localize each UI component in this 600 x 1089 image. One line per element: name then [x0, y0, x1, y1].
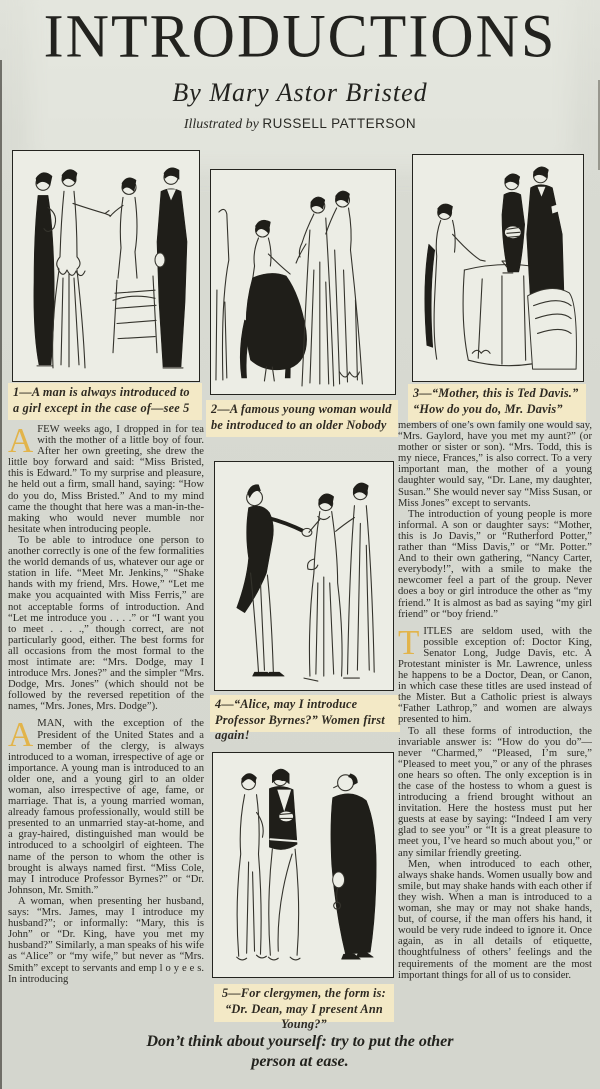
paragraph: AMAN, with the exception of the President of the United States and a member of the clergy, is always introduced to a woman, irrespective of age or importance. A young man is introduced to an older one, and a young girl to an older woman, also irrespective of age, fame, or marriage. That is, a young married woman, already famous professionally, would still be presented to an unmarried stay-at-home, and a gray-haired, distinguished man would be introduced to a schoolgirl of eighteen. The name of the person to whom the other is brought is always named first. “Miss Cole, may I introduce Professor Byrnes?” or “Dr. Johnson, Mr. Smith.” — [8, 715, 204, 896]
caption-4: 4—“Alice, may I introduce Professor Byrnes?” Women first again! — [210, 695, 400, 732]
paragraph: members of one’s own family one would say, “Mrs. Gaylord, have you met my aunt?” (or mother or sister or son). “Mrs. Todd, this is my niece, Frances,” is also correct. To a very important man, the mother of a young daughter would say, “Dr. Lane, my daughter, Susan.” She would never say “Miss Susan, or Miss Jones” except to servants. — [398, 420, 592, 509]
dropcap-a1: A — [8, 424, 34, 460]
caption-3: 3—“Mother, this is Ted Davis.” “How do you do, Mr. Davis” — [408, 384, 586, 422]
illustration-5 — [212, 752, 394, 978]
caption-1: 1—A man is always introduced to a girl except in the case of—see 5 — [8, 383, 202, 420]
body-column-right — [398, 420, 592, 1062]
tagline: Don’t think about yourself: try to put the other person at ease. — [146, 1033, 454, 1070]
caption-5: 5—For clergymen, the form is: “Dr. Dean, may I present Ann Young?” — [214, 984, 394, 1022]
paragraph: Men, when introduced to each other, always shake hands. Women usually bow and smile, but may shake hands with each other if they wish. When a man is introduced to a woman, she may or may not shake hands, but, of course, if the man offers his hand, it would be very rude indeed to ignore it. Once again, as in all details of etiquette, thoughtfulness of others’ feelings and the requirements of the moment are the most important things for all of us to consider. — [398, 858, 592, 981]
illustration-2 — [210, 169, 396, 395]
illustration-3 — [412, 154, 584, 382]
dropcap-a2: A — [8, 715, 34, 755]
paragraph: TITLES are seldom used, with the possible exception of: Doctor King, Senator Long, Judge Davis, etc. A Protestant minister is Mr. Lawrence, unless he happens to be a Doctor, Dean, or Canon, in which case these titles are used instead of the Mister. But a Catholic priest is always “Father Lathrop,” and women are always presented to him. — [398, 622, 592, 726]
illustration-1 — [12, 150, 200, 382]
illustration-2-drawing — [211, 170, 395, 394]
paragraph: A woman, when presenting her husband, says: “Mrs. James, may I introduce my husband?”; or informally: “Mary, this is John” or “Dr. King, have you met my husband?” Similarly, a man speaks of his wife as “Alice” or “my wife,” but never as “Mrs. Smith” except to servants and emp l o y e e s. In introducing — [8, 895, 204, 985]
illustrator-name: RUSSELL PATTERSON — [262, 116, 417, 131]
caption-2: 2—A famous young woman would be introduced to an older Nobody — [206, 400, 398, 437]
illustration-5-drawing — [213, 753, 393, 977]
page-left-edge — [0, 60, 2, 1089]
illustration-3-drawing — [413, 155, 583, 381]
illustration-4 — [214, 461, 394, 691]
paragraph: To be able to introduce one person to another correctly is one of the few formalities the world demands of us, whatever our age or station in life. “Meet Mr. Jenkins,” “Shake hands with my friend, Mrs. Howe,” “Let me make you acquainted with Miss Ferris,” are not acceptable forms of introduction. And “Let me introduce you . . . .” or “I want you to meet . . . .,” though correct, are not particularly good, either. The best forms for all occasions from the most formal to the most intimate are: “Mrs. Dodge, may I introduce Mrs. Jones?” and the simpler “Mrs. Dodge, Mrs. Jones” (which should not be followed by the reversed repetition of the names, “Mrs. Jones, Mrs. Dodge”). — [8, 534, 204, 713]
illustrator-credit — [0, 116, 600, 133]
article-title: INTRODUCTIONS — [43, 2, 557, 70]
paragraph: The introduction of young people is more informal. A son or daughter says: “Mother, this is Jo Davis,” or “Rutherford Potter,” rather than “Miss Davis,” or “Mr. Potter.” And to their own gathering, “Nancy Carter, everybody!”, with a smile to make the newcomer feel a part of the group. Never does a boy or girl introduce the other as “my friend.” It is almost as bad as saying “my girl friend” or “boy friend.” — [398, 508, 592, 620]
dropcap-t: T — [398, 622, 420, 662]
paragraph: To all these forms of introduction, the invariable answer is: “How do you do”—never “Charmed,” “Pleased, I’m sure,” “Pleased to meet you,” or any of the phrases one hears so often. The only exception is in the case of the hostess to whom a guest is introducing a friend brought without an invitation. Here the hostess must put her guests at ease by saying: “Indeed I am very glad to see you” or “It is a great pleasure to meet you, I’ve heard so much about you,” or any similar friendly greeting. — [398, 725, 592, 859]
illustration-1-drawing — [13, 151, 199, 381]
paragraph: AFEW weeks ago, I dropped in for tea with the mother of a little boy of four. After her own greeting, she drew the little boy forward and said: “Miss Bristed, this is Edward.” To my surprise and pleasure, he held out a firm, small hand, saying: “How do you do, Miss Bristed.” And to my mind came the thought that here was a man-in-the-making who would never mumble nor hesitate when introducing people. — [8, 424, 204, 535]
article-byline: By Mary Astor Bristed — [172, 78, 428, 107]
illustration-4-drawing — [215, 462, 393, 690]
body-column-left — [8, 424, 204, 1069]
illustrator-credit-prefix: Illustrated by — [183, 117, 259, 132]
